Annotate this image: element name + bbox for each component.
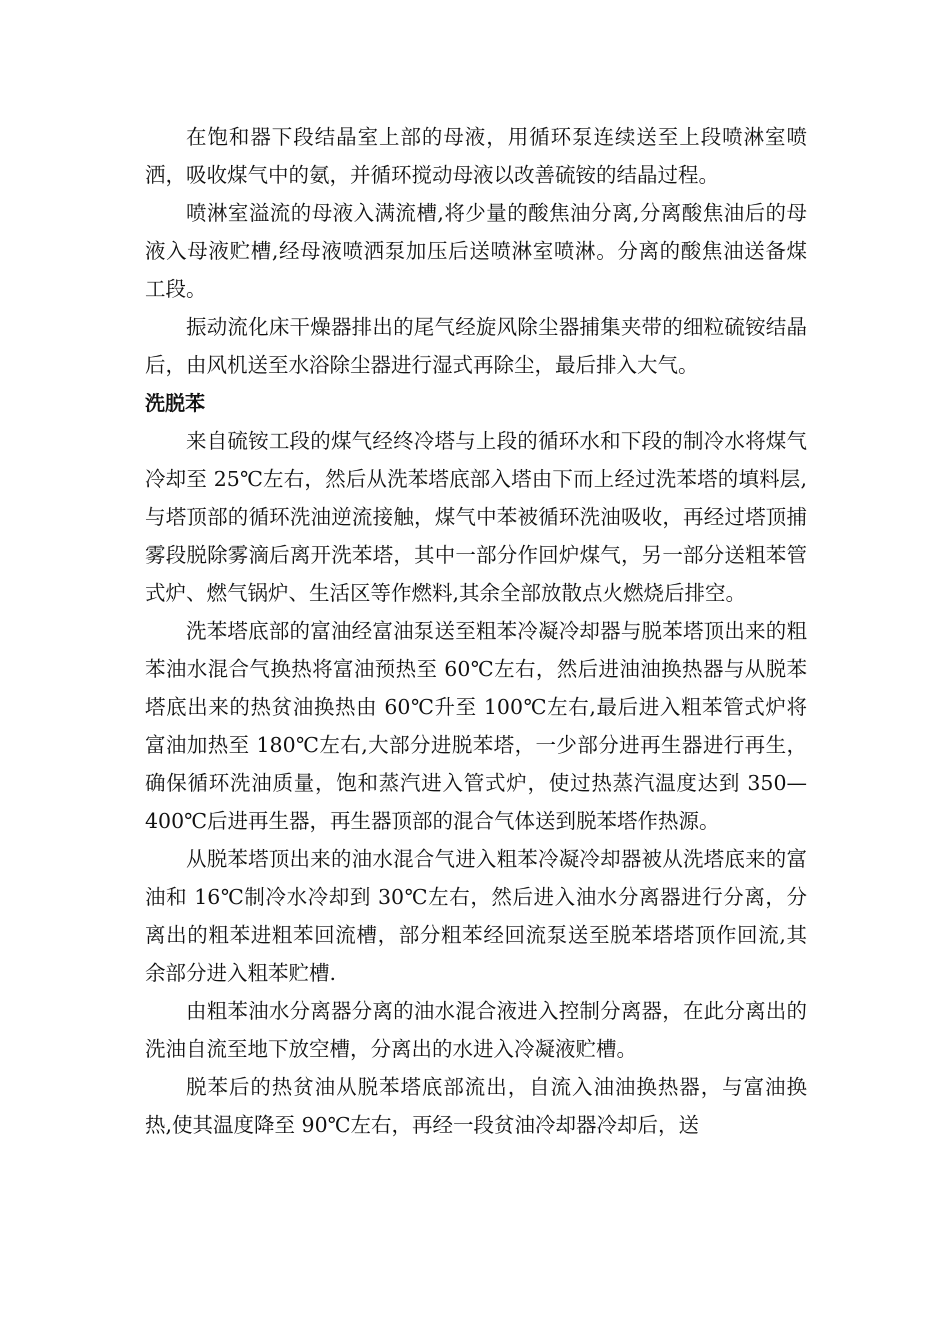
paragraph-debenzolizer-top: 从脱苯塔顶出来的油水混合气进入粗苯冷凝冷却器被从洗塔底来的富油和 16℃制冷水冷却到 30℃左右，然后进入油水分离器进行分离，分离出的粗苯进粗苯回流槽，部分粗苯经回流泵送至脱苯塔塔顶作回流,其余部分进入粗苯贮槽. bbox=[145, 847, 807, 985]
paragraph-dryer-exhaust: 振动流化床干燥器排出的尾气经旋风除尘器捕集夹带的细粒硫铵结晶后，由风机送至水浴除尘器进行湿式再除尘，最后排入大气。 bbox=[145, 315, 807, 377]
paragraph-spray-overflow: 喷淋室溢流的母液入满流槽,将少量的酸焦油分离,分离酸焦油后的母液入母液贮槽,经母液喷洒泵加压后送喷淋室喷淋。分离的酸焦油送备煤工段。 bbox=[145, 201, 807, 301]
paragraph-rich-oil: 洗苯塔底部的富油经富油泵送至粗苯冷凝冷却器与脱苯塔顶出来的粗苯油水混合气换热将富油预热至 60℃左右，然后进油油换热器与从脱苯塔底出来的热贫油换热由 60℃升至 100℃左右,最后进入粗苯管式炉将富油加热至 180℃左右,大部分进脱苯塔，一少部分进再生器进行再生，确保循环洗油质量，饱和蒸汽进入管式炉，使过热蒸汽温度达到 350—400℃后进再生器，再生器顶部的混合气体送到脱苯塔作热源。 bbox=[145, 619, 807, 833]
section-heading: 洗脱苯 bbox=[145, 391, 205, 415]
paragraph-saturator-mother-liquor: 在饱和器下段结晶室上部的母液，用循环泵连续送至上段喷淋室喷洒，吸收煤气中的氨，并循环搅动母液以改善硫铵的结晶过程。 bbox=[145, 125, 807, 187]
paragraph-benzene-washing: 来自硫铵工段的煤气经终冷塔与上段的循环水和下段的制冷水将煤气冷却至 25℃左右，然后从洗苯塔底部入塔由下而上经过洗苯塔的填料层,与塔顶部的循环洗油逆流接触，煤气中苯被循环洗油吸收，再经过塔顶捕雾段脱除雾滴后离开洗苯塔，其中一部分作回炉煤气，另一部分送粗苯管式炉、燃气锅炉、生活区等作燃料,其余全部放散点火燃烧后排空。 bbox=[145, 429, 807, 605]
paragraph-lean-oil: 脱苯后的热贫油从脱苯塔底部流出，自流入油油换热器，与富油换热,使其温度降至 90℃左右，再经一段贫油冷却器冷却后，送 bbox=[145, 1075, 807, 1137]
paragraph-control-separator: 由粗苯油水分离器分离的油水混合液进入控制分离器，在此分离出的洗油自流至地下放空槽，分离出的水进入冷凝液贮槽。 bbox=[145, 999, 807, 1061]
document-page bbox=[145, 118, 807, 1144]
